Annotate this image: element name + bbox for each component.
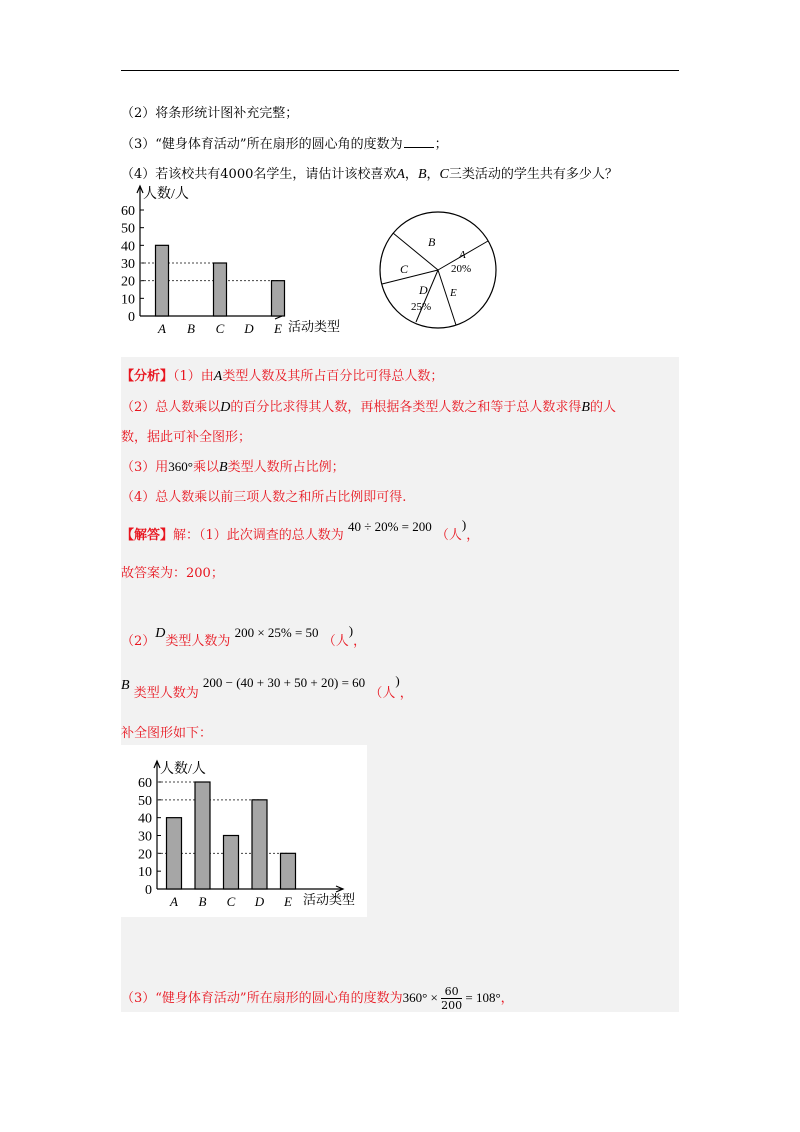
- y-tick-label: 10: [138, 865, 152, 881]
- bar-chart-original: [112, 180, 372, 340]
- solution-text: （人: [322, 634, 349, 649]
- analysis-line-1: [121, 365, 443, 385]
- x-category-label: D: [244, 321, 254, 336]
- solution-text: 故答案为：200；: [121, 566, 224, 581]
- y-axis-title: 人数/人: [143, 187, 189, 202]
- x-category-label: A: [170, 894, 178, 909]
- analysis-text: 的人: [589, 400, 616, 415]
- question-4-text: （4）若该校共有4000名学生，请估计该校喜欢: [121, 167, 397, 182]
- math-expression: 40 ÷ 20% = 200: [347, 519, 432, 534]
- analysis-tag: 【分析】: [121, 369, 174, 384]
- fraction-numerator: 60: [441, 985, 462, 999]
- var-b: B: [417, 167, 427, 182]
- solution-line-1: [121, 517, 480, 543]
- question-3-text: （3）“健身体育活动”所在扇形的圆心角的度数为: [121, 137, 403, 152]
- x-category-label: B: [187, 321, 195, 336]
- question-4-end: 三类活动的学生共有多少人？: [448, 167, 618, 182]
- answer-blank: [404, 147, 434, 148]
- x-category-label: D: [254, 894, 265, 909]
- analysis-text: 乘以: [192, 460, 219, 475]
- solution-line-4: [121, 673, 413, 702]
- y-tick-label: 20: [138, 847, 152, 863]
- solution-line-2: [121, 562, 224, 581]
- fraction-denominator: 200: [441, 999, 463, 1012]
- y-tick-label: 20: [121, 274, 135, 290]
- x-category-label: E: [274, 321, 282, 336]
- y-tick-label: 0: [128, 310, 135, 325]
- math-paren: ): [461, 517, 467, 532]
- y-tick-label: 60: [138, 776, 152, 791]
- question-2-text: （2）将条形统计图补充完整；: [121, 106, 299, 121]
- solution-tag: 【解答】: [121, 528, 174, 543]
- analysis-line-5: [121, 486, 406, 505]
- analysis-text: 类型人数所占比例；: [227, 460, 345, 475]
- solution-text: 类型人数为: [165, 634, 231, 649]
- comma: ，: [426, 167, 440, 182]
- var-b: B: [121, 678, 130, 693]
- math-fraction: [441, 985, 462, 1012]
- var-d: D: [155, 626, 166, 641]
- math-paren: ): [348, 623, 354, 638]
- x-axis-title: 活动类型: [288, 319, 341, 334]
- var-c: C: [439, 167, 449, 182]
- bar-b: [195, 782, 210, 889]
- solution-text: （3）“健身体育活动”所在扇形的圆心角的度数为: [121, 991, 403, 1006]
- bar-chart-completed: [121, 745, 367, 917]
- analysis-text: （1）由: [173, 369, 214, 384]
- bar-e: [281, 853, 296, 889]
- solution-text: 解：（1）此次调查的总人数为: [173, 528, 344, 543]
- question-3: [121, 133, 448, 152]
- math-times: ×: [427, 990, 442, 1005]
- analysis-text: （3）用: [121, 460, 169, 475]
- analysis-text: （4）总人数乘以前三项人数之和所占比例即可得.: [121, 490, 407, 505]
- solution-text: （2）: [121, 634, 156, 649]
- y-tick-label: 10: [121, 292, 135, 308]
- pie-value-d: 25%: [411, 301, 432, 313]
- analysis-text: 类型人数及其所占百分比可得总人数；: [222, 369, 444, 384]
- solution-text: （人: [435, 528, 462, 543]
- x-category-label: B: [198, 894, 207, 909]
- pie-label-d: D: [419, 283, 428, 297]
- pie-chart: [376, 208, 500, 332]
- var-a: A: [396, 167, 405, 182]
- pie-value-a: 20%: [451, 263, 472, 275]
- y-tick-label: 30: [121, 257, 135, 272]
- question-2: [121, 102, 298, 121]
- y-tick-label: 0: [145, 883, 152, 898]
- var-b: B: [581, 400, 590, 415]
- x-category-label: C: [226, 894, 236, 909]
- pie-label-e: E: [450, 287, 457, 299]
- y-tick-label: 30: [138, 829, 152, 845]
- math-paren: ): [395, 673, 400, 688]
- solution-text: ，: [399, 686, 413, 701]
- bar-c: [214, 263, 227, 316]
- pie-label-b: B: [428, 235, 436, 249]
- pie-label-a: A: [459, 249, 466, 261]
- solution-text: ，: [466, 528, 480, 543]
- solution-line-3: [121, 623, 367, 650]
- analysis-line-2: [121, 396, 616, 416]
- math-result: = 108°: [462, 990, 501, 1005]
- math-degree: 360°: [168, 459, 193, 474]
- var-a: A: [213, 369, 223, 384]
- pie-label-c: C: [400, 262, 409, 276]
- analysis-text: 的百分比求得其人数，再根据各类型人数之和等于总人数求得: [230, 400, 582, 415]
- var-b: B: [219, 460, 228, 475]
- solution-text: ，: [500, 991, 514, 1006]
- question-3-end: ；: [434, 137, 448, 152]
- bar-c: [224, 836, 239, 890]
- analysis-text: （2）总人数乘以: [121, 400, 221, 415]
- bar-a: [167, 818, 182, 889]
- x-axis-title: 活动类型: [303, 892, 356, 907]
- x-category-label: A: [158, 321, 166, 336]
- analysis-text: 数，据此可补全图形；: [121, 430, 252, 445]
- var-d: D: [220, 400, 231, 415]
- y-tick-label: 60: [121, 204, 135, 219]
- y-tick-label: 40: [121, 239, 135, 255]
- analysis-line-4: [121, 456, 345, 476]
- solution-text: 类型人数为: [133, 686, 199, 701]
- solution-text: ，: [353, 634, 367, 649]
- math-expression: 200 × 25% = 50: [234, 625, 319, 640]
- header-rule: [121, 70, 679, 71]
- y-tick-label: 50: [121, 221, 135, 237]
- bar-d: [252, 800, 267, 889]
- y-axis-title: 人数/人: [160, 762, 206, 777]
- x-category-label: E: [284, 894, 292, 909]
- analysis-line-3: [121, 426, 251, 445]
- solution-text: 补全图形如下：: [121, 726, 213, 741]
- comma: ，: [404, 167, 418, 182]
- solution-line-6: [121, 985, 514, 1012]
- bar-a: [156, 245, 169, 316]
- math-degree: 360°: [402, 990, 428, 1005]
- bar-e: [272, 281, 285, 316]
- math-expression: 200 − (40 + 30 + 50 + 20) = 60: [202, 675, 366, 690]
- x-category-label: C: [215, 321, 225, 336]
- solution-text: （人: [369, 686, 396, 701]
- y-tick-label: 50: [138, 793, 152, 809]
- y-tick-label: 40: [138, 811, 152, 827]
- solution-line-5: [121, 722, 212, 741]
